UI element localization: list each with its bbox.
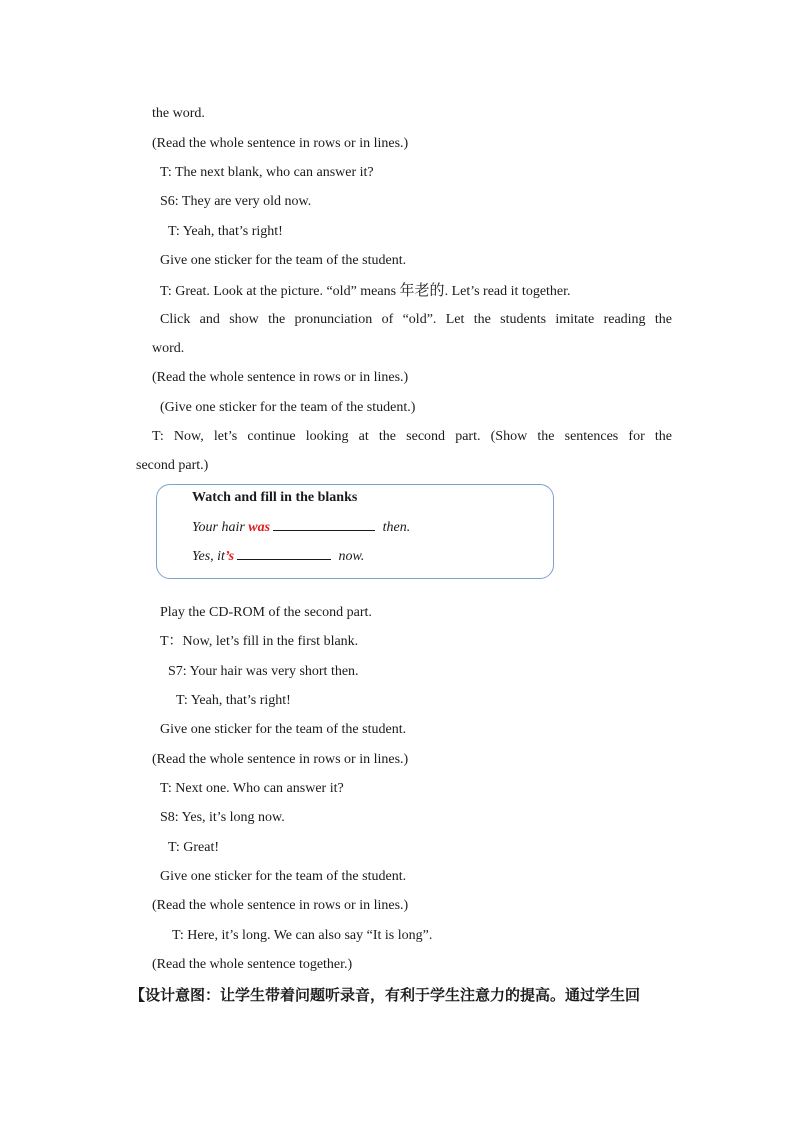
chinese-word: 年老的 <box>399 281 445 299</box>
text-line: T：Now, let’s fill in the first blank. <box>160 634 359 649</box>
text-line: Give one sticker for the team of the student. <box>160 253 407 268</box>
text-line: the word. <box>152 106 205 121</box>
text-line: T: Now, let’s continue looking at the second part. (Show the sentences for the <box>152 429 672 444</box>
text-line: (Give one sticker for the team of the student.) <box>160 400 416 415</box>
text-line <box>160 281 571 301</box>
design-intent-note: 【设计意图：让学生带着问题听录音，有利于学生注意力的提高。通过学生回 <box>130 986 641 1004</box>
exercise-text: now. <box>335 549 365 564</box>
exercise-row <box>192 546 364 566</box>
highlight-word: ’s <box>224 549 235 564</box>
text-line: T: Yeah, that’s right! <box>168 224 283 239</box>
text-line: (Read the whole sentence in rows or in lines.) <box>152 752 409 767</box>
text-line: word. <box>152 341 185 356</box>
exercise-title: Watch and fill in the blanks <box>192 490 358 505</box>
fill-blank <box>237 546 331 560</box>
text-segment: . Let’s read it together. <box>444 284 571 299</box>
text-line: second part.) <box>136 458 209 473</box>
text-line: T: Yeah, that’s right! <box>176 693 291 708</box>
fill-blank <box>273 517 375 531</box>
exercise-text: Your hair <box>192 520 249 535</box>
text-line: (Read the whole sentence together.) <box>152 957 353 972</box>
text-line: S8: Yes, it’s long now. <box>160 810 285 825</box>
highlight-word: was <box>248 520 271 535</box>
text-segment: T: Great. Look at the picture. “old” means <box>160 284 400 299</box>
text-line: S6: They are very old now. <box>160 194 312 209</box>
text-line: S7: Your hair was very short then. <box>168 664 359 679</box>
text-line: T: Next one. Who can answer it? <box>160 781 344 796</box>
text-line: Give one sticker for the team of the student. <box>160 722 407 737</box>
text-line: T: Here, it’s long. We can also say “It is long”. <box>172 928 433 943</box>
exercise-row <box>192 517 410 537</box>
exercise-box <box>156 484 554 579</box>
exercise-text: Yes, it <box>192 549 225 564</box>
text-line: T: Great! <box>168 840 219 855</box>
text-line: T: The next blank, who can answer it? <box>160 165 374 180</box>
text-line: (Read the whole sentence in rows or in lines.) <box>152 136 409 151</box>
text-line: Click and show the pronunciation of “old”. Let the students imitate reading the <box>160 312 672 327</box>
text-line: Play the CD-ROM of the second part. <box>160 605 372 620</box>
exercise-text: then. <box>379 520 411 535</box>
text-line: Give one sticker for the team of the student. <box>160 869 407 884</box>
text-line: (Read the whole sentence in rows or in lines.) <box>152 898 409 913</box>
text-line: (Read the whole sentence in rows or in lines.) <box>152 370 409 385</box>
